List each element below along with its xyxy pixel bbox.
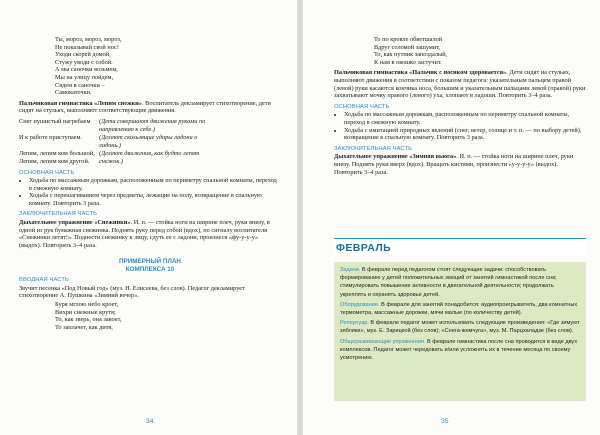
february-paragraph-head: Оборудование. [340,301,380,308]
list-item: • Ходьба с перешагиванием через предметы, лежащие на полу, возвращение в спальную комнату. Повторить 3 раза. [29,192,281,207]
breathing-exercise-title: Дыхательное упражнение «Снежинки» [19,219,131,227]
left-column [19,36,281,331]
poem-line: Сядем в саночки – [55,81,105,89]
poem-line: Ты, мороз, мороз, мороз, [55,36,122,43]
intro-text: Звучит песенка «Под Новый год» (муз. Н. Елисеева, без слов). Педагог декламирует стихотворение А. Пушкина «Зимний вечер». [19,284,245,300]
february-info-box [334,262,586,401]
february-paragraph-head: Задачи. [340,267,361,273]
poem-line: То заплачет, как дитя, [55,323,113,331]
breathing-exercise-paragraph [334,153,586,176]
page-number: 34 [146,418,154,425]
poem-line: Вихри снежные крутя; [55,308,116,316]
february-paragraph [340,266,580,299]
february-paragraph [340,338,580,363]
snowball-note: (Делают движения, как будто лепят снежок.) [99,150,200,165]
main-part-list [19,177,281,207]
poem-line: Вдруг соломой зашумит, [374,43,441,51]
plan-heading [19,258,281,273]
poem-line: Не показывай свой нос! [55,43,119,51]
poem-line: То по кровле обветшалой [374,36,443,43]
february-paragraph-head: Общеразвивающие упражнения. [340,338,426,345]
finger-exercise-title: Пальчиковая гимнастика «Пальчик с носиком здоровается» [334,69,507,77]
list-item: • Ходьба по массажным дорожкам, расположенным по периметру спальной комнаты, переход в смежную комнату. [29,177,281,192]
snowball-line: И к работе приступаем. [19,134,83,142]
final-part-label: ЗАКЛЮЧИТЕЛЬНАЯ ЧАСТЬ [334,145,413,152]
left-page [0,0,299,435]
february-paragraph-head: Репертуар. [340,320,369,327]
breathing-exercise-title: Дыхательное упражнение «Зимняя вьюга» [334,153,457,161]
snowball-row [19,134,281,149]
poem-moroz [55,36,281,97]
february-paragraph-text: В феврале для занятий понадобится: аудиопроигрыватель, два комнатных термометра, массажные дорожки, мячи малые (по количеству детей). [340,301,578,317]
main-part-label: ОСНОВНАЯ ЧАСТЬ [19,169,75,176]
snowball-note: (Делают скользящие удары ладони о ладонь.) [99,134,198,149]
snowball-row [19,118,281,133]
plan-heading-line: КОМПЛЕКСА 10 [125,265,175,273]
february-section-header [334,238,586,256]
snowball-line: Лепим, лепим ком большой, Лепим, лепим ком другой. [19,150,95,165]
february-paragraph-text: В феврале педагог может использовать следующие произведения: «Где зимуют зяблики», муз. Е. Зарицкой (без слов); «Снега-жемчуга», муз. М. Парцхаладзе (без слов). [340,320,580,335]
list-item: • Ходьба по массажным дорожкам, расположенным по периметру спальной комнаты, переход в смежную комнату. [344,111,586,126]
february-title: ФЕВРАЛЬ [336,241,392,254]
poem-continuation [374,36,586,66]
snowball-line: Снег пушистый нагребаем [19,117,91,125]
right-column [334,36,586,176]
february-paragraph-text: В феврале гимнастика после сна проводится в виде двух комплексов. Педагог может чередовать и/или усложнять их в течение месяца по своему усмотрению. [340,338,578,362]
breathing-exercise-text: . И. п. — стойка ноги на ширине плеч, руки внизу. Поднять руки вверх (вдох). Вращать кистями, произнести «у-у-у-у» (выдох). Повторить 3–4 раза. [334,153,574,176]
finger-exercise-text: . Воспитатель декламирует стихотворение, дети сидят на стульях, выполняют соответствующие движения. [19,99,271,115]
poem-line: Мы на улицу пойдем, [55,73,114,81]
poem-line: А мы саночки возьмем, [55,66,118,74]
final-part-label: ЗАКЛЮЧИТЕЛЬНАЯ ЧАСТЬ [19,211,98,218]
poem-line: Стужу уводи с собой. [55,58,113,66]
february-paragraph [340,301,580,317]
snowball-row [19,150,281,165]
poem-line: То, как зверь, она завоет, [55,316,122,324]
right-page [301,0,600,435]
main-part-list [334,111,586,141]
breathing-exercise-text: . И. п. — стойка ноги на ширине плеч, руки внизу, в одной из рук бумажная снежинка. Поднять руку перед собой (вдох), по сигналу воспитателя «Снежинки летят!». Поднести снежинку к лицу, сдуть ее с ладони, произнеся «фу-у-у-у» (выдох). Повторить 3–4 раза. [19,219,270,249]
plan-heading-line: ПРИМЕРНЫЙ ПЛАН [119,258,181,266]
finger-exercise-title: Пальчиковая гимнастика «Лепим снежки» [19,99,142,107]
poem-line: Буря мглою небо кроет, [55,301,119,309]
finger-exercise-paragraph [19,100,281,115]
poem-line: К нам в окошко застучит. [374,58,442,66]
breathing-exercise-paragraph [19,219,281,249]
finger-exercise-text: . Дети сидят на стульях, выполняют движения в соответствии с показом педагога: указательным пальцем правой (левой) руки касаются кончика носа, большим и указательным пальцами левой (правой) руки захватывают мочку правого (левого) уха, хлопают в ладоши. Повторить 3–4 раза. [334,69,586,100]
page-number: 35 [441,418,449,425]
snowball-table [19,118,281,166]
list-item: • Ходьба с имитацией природных явлений (снег, ветер, солнце и т. п. — по выбору детей), возвращение в спальную комнату. Повторить 3 раза. [344,127,586,142]
main-part-label: ОСНОВНАЯ ЧАСТЬ [334,103,390,110]
poem-zimniy-vecher [55,301,281,331]
finger-exercise-paragraph [334,69,586,99]
poem-line: Уходи скорей домой, [55,51,111,59]
poem-line: Самокаточки. [55,89,92,97]
february-paragraph [340,319,580,335]
intro-part-label: ВВОДНАЯ ЧАСТЬ [19,277,69,284]
february-paragraph-text: В феврале перед педагогом стоят следующие задачи: способствовать формированию у детей положительных эмоций от занятий гимнастикой после сна; стимулировать повышение активности в двигательной деятельности; продолжать укреплять и охранять здоровье детей. [340,267,557,298]
snowball-note: (Дети совершают движения руками по направлению к себе.) [99,117,206,133]
poem-line: То, как путник запоздалый, [374,51,448,59]
